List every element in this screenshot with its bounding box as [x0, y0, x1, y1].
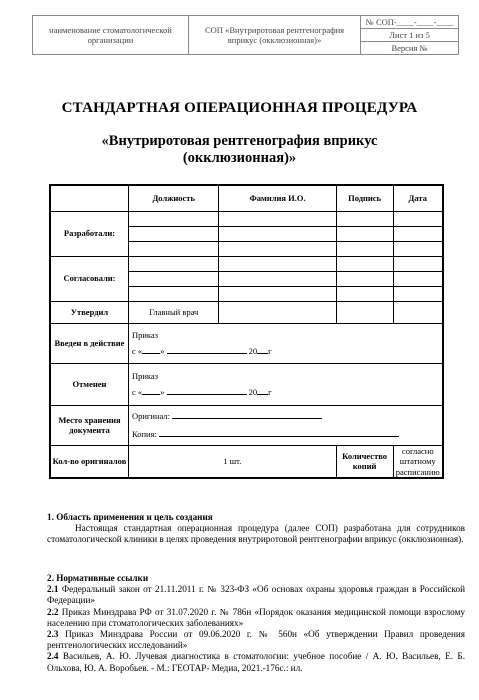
- date-sep: »: [160, 346, 165, 356]
- sheet-number: Лист 1 из 5: [361, 29, 459, 42]
- cell: [393, 286, 443, 301]
- sop-title-cell: [188, 16, 360, 55]
- org-name-cell: [33, 16, 189, 55]
- section-1: [47, 512, 465, 546]
- header-empty: [50, 185, 128, 211]
- version-number: Версия №: [361, 42, 459, 55]
- original-label: Оригинал:: [131, 411, 170, 421]
- cell: [128, 226, 219, 241]
- reference-number: 2.3: [47, 629, 59, 640]
- section-1-text: Настоящая стандартная операционная процедура (далее СОП) разработана для сотрудников стоматологической клиники в целях проведения внутриротовой рентгенографии вприкус (окклюзионная).: [47, 523, 465, 545]
- cell: [128, 241, 219, 256]
- originals-count-value: 1 шт.: [128, 445, 336, 478]
- col-signature: Подпись: [336, 185, 393, 211]
- org-name: наименование стоматологической организации: [49, 25, 172, 45]
- cell: [219, 241, 336, 256]
- procedure-title-line2: (окклюзионная)»: [182, 150, 297, 166]
- year-suffix: г: [268, 346, 272, 356]
- cell: [219, 286, 336, 301]
- cell: [393, 271, 443, 286]
- month-blank: [167, 394, 247, 395]
- cell: [336, 301, 393, 323]
- introduced-label: Введен в действие: [50, 323, 128, 363]
- introduced-order: [128, 323, 443, 363]
- order-date-line: [132, 346, 442, 357]
- year-blank: [257, 394, 268, 395]
- copy-line: [132, 429, 442, 440]
- cell: [393, 241, 443, 256]
- reference-number: 2.4: [47, 651, 59, 662]
- approved-label: Утвердил: [50, 301, 128, 323]
- reference-item: [47, 607, 465, 629]
- original-line: [132, 411, 442, 422]
- reference-item: [47, 651, 465, 673]
- cell: [393, 301, 443, 323]
- sop-title: СОП «Внутриротовая рентгенография вприкус (окклюзионная)»: [205, 25, 345, 45]
- copies-count-value: согласно штатному расписанию: [393, 445, 443, 478]
- cancelled-label: Отменен: [50, 363, 128, 405]
- procedure-title: [0, 133, 479, 167]
- reference-number: 2.1: [47, 584, 59, 595]
- agreed-label: Согласовали:: [50, 256, 128, 301]
- col-position: Должность: [128, 185, 219, 211]
- date-sep: »: [160, 387, 165, 397]
- cell: [336, 226, 393, 241]
- date-blank: [142, 394, 160, 395]
- developed-label: Разработали:: [50, 211, 128, 256]
- storage-details: [128, 405, 443, 445]
- cell: [219, 271, 336, 286]
- cell: [128, 286, 219, 301]
- cell: [336, 241, 393, 256]
- order-label: Приказ: [131, 329, 159, 340]
- copy-blank: [159, 436, 399, 437]
- cell: [219, 301, 336, 323]
- cell: [128, 211, 219, 226]
- year-label: 20: [248, 387, 258, 397]
- cell: [393, 256, 443, 271]
- section-2-heading: 2. Нормативные ссылки: [47, 573, 149, 583]
- approval-table: [49, 184, 444, 479]
- cell: [336, 286, 393, 301]
- original-blank: [172, 418, 322, 419]
- document-title: СТАНДАРТНАЯ ОПЕРАЦИОННАЯ ПРОЦЕДУРА: [61, 100, 418, 116]
- procedure-title-line1: «Внутриротовая рентгенография вприкус: [101, 133, 378, 149]
- cell: [219, 226, 336, 241]
- copies-count-label: Количество копий: [336, 445, 393, 478]
- reference-text: Приказ Минздрава России от 09.06.2020 г. № 560н «Об утверждении Правил проведения рентгенологических исследований»: [47, 629, 465, 651]
- year-suffix: г: [268, 387, 272, 397]
- date-prefix: с «: [131, 346, 143, 356]
- cell: [219, 211, 336, 226]
- sop-number: № СОП-____-____-____: [361, 16, 459, 29]
- reference-number: 2.2: [47, 606, 59, 617]
- cell: [336, 271, 393, 286]
- storage-label: Место хранения документа: [50, 405, 128, 445]
- cancelled-order: [128, 363, 443, 405]
- order-date-line: [132, 387, 442, 398]
- reference-text: Приказ Минздрава РФ от 31.07.2020 г. № 786н «Порядок оказания медицинской помощи взрослому населению при стоматологических заболеваниях»: [47, 606, 466, 628]
- year-blank: [257, 353, 268, 354]
- approved-position: Главный врач: [128, 301, 219, 323]
- copy-label: Копия:: [131, 428, 157, 439]
- section-2: [47, 573, 465, 674]
- month-blank: [167, 353, 247, 354]
- section-1-heading: 1. Область применения и цель создания: [47, 512, 213, 522]
- reference-text: Федеральный закон от 21.11.2011 г. № 323-ФЗ «Об основах охраны здоровья граждан в Российской Федерации»: [47, 584, 466, 606]
- originals-count-label: Кол-во оригиналов: [50, 445, 128, 478]
- reference-item: [47, 584, 465, 606]
- reference-text: Васильев, А. Ю. Лучевая диагностика в стоматологии: учебное пособие / А. Ю. Васильев, Е. Б. Ольхова, Ю. А. Воробьев. - М.: ГЕОТАР- Медиа, 2021.-176с.: ил.: [47, 651, 465, 673]
- cell: [393, 211, 443, 226]
- reference-item: [47, 629, 465, 651]
- order-label: Приказ: [131, 370, 159, 381]
- cell: [393, 226, 443, 241]
- year-label: 20: [248, 346, 258, 356]
- cell: [336, 211, 393, 226]
- cell: [128, 256, 219, 271]
- cell: [128, 271, 219, 286]
- col-name: Фамилия И.О.: [219, 185, 336, 211]
- col-date: Дата: [393, 185, 443, 211]
- date-prefix: с «: [131, 387, 143, 397]
- date-blank: [142, 353, 160, 354]
- document-header: [32, 15, 459, 55]
- cell: [336, 256, 393, 271]
- cell: [219, 256, 336, 271]
